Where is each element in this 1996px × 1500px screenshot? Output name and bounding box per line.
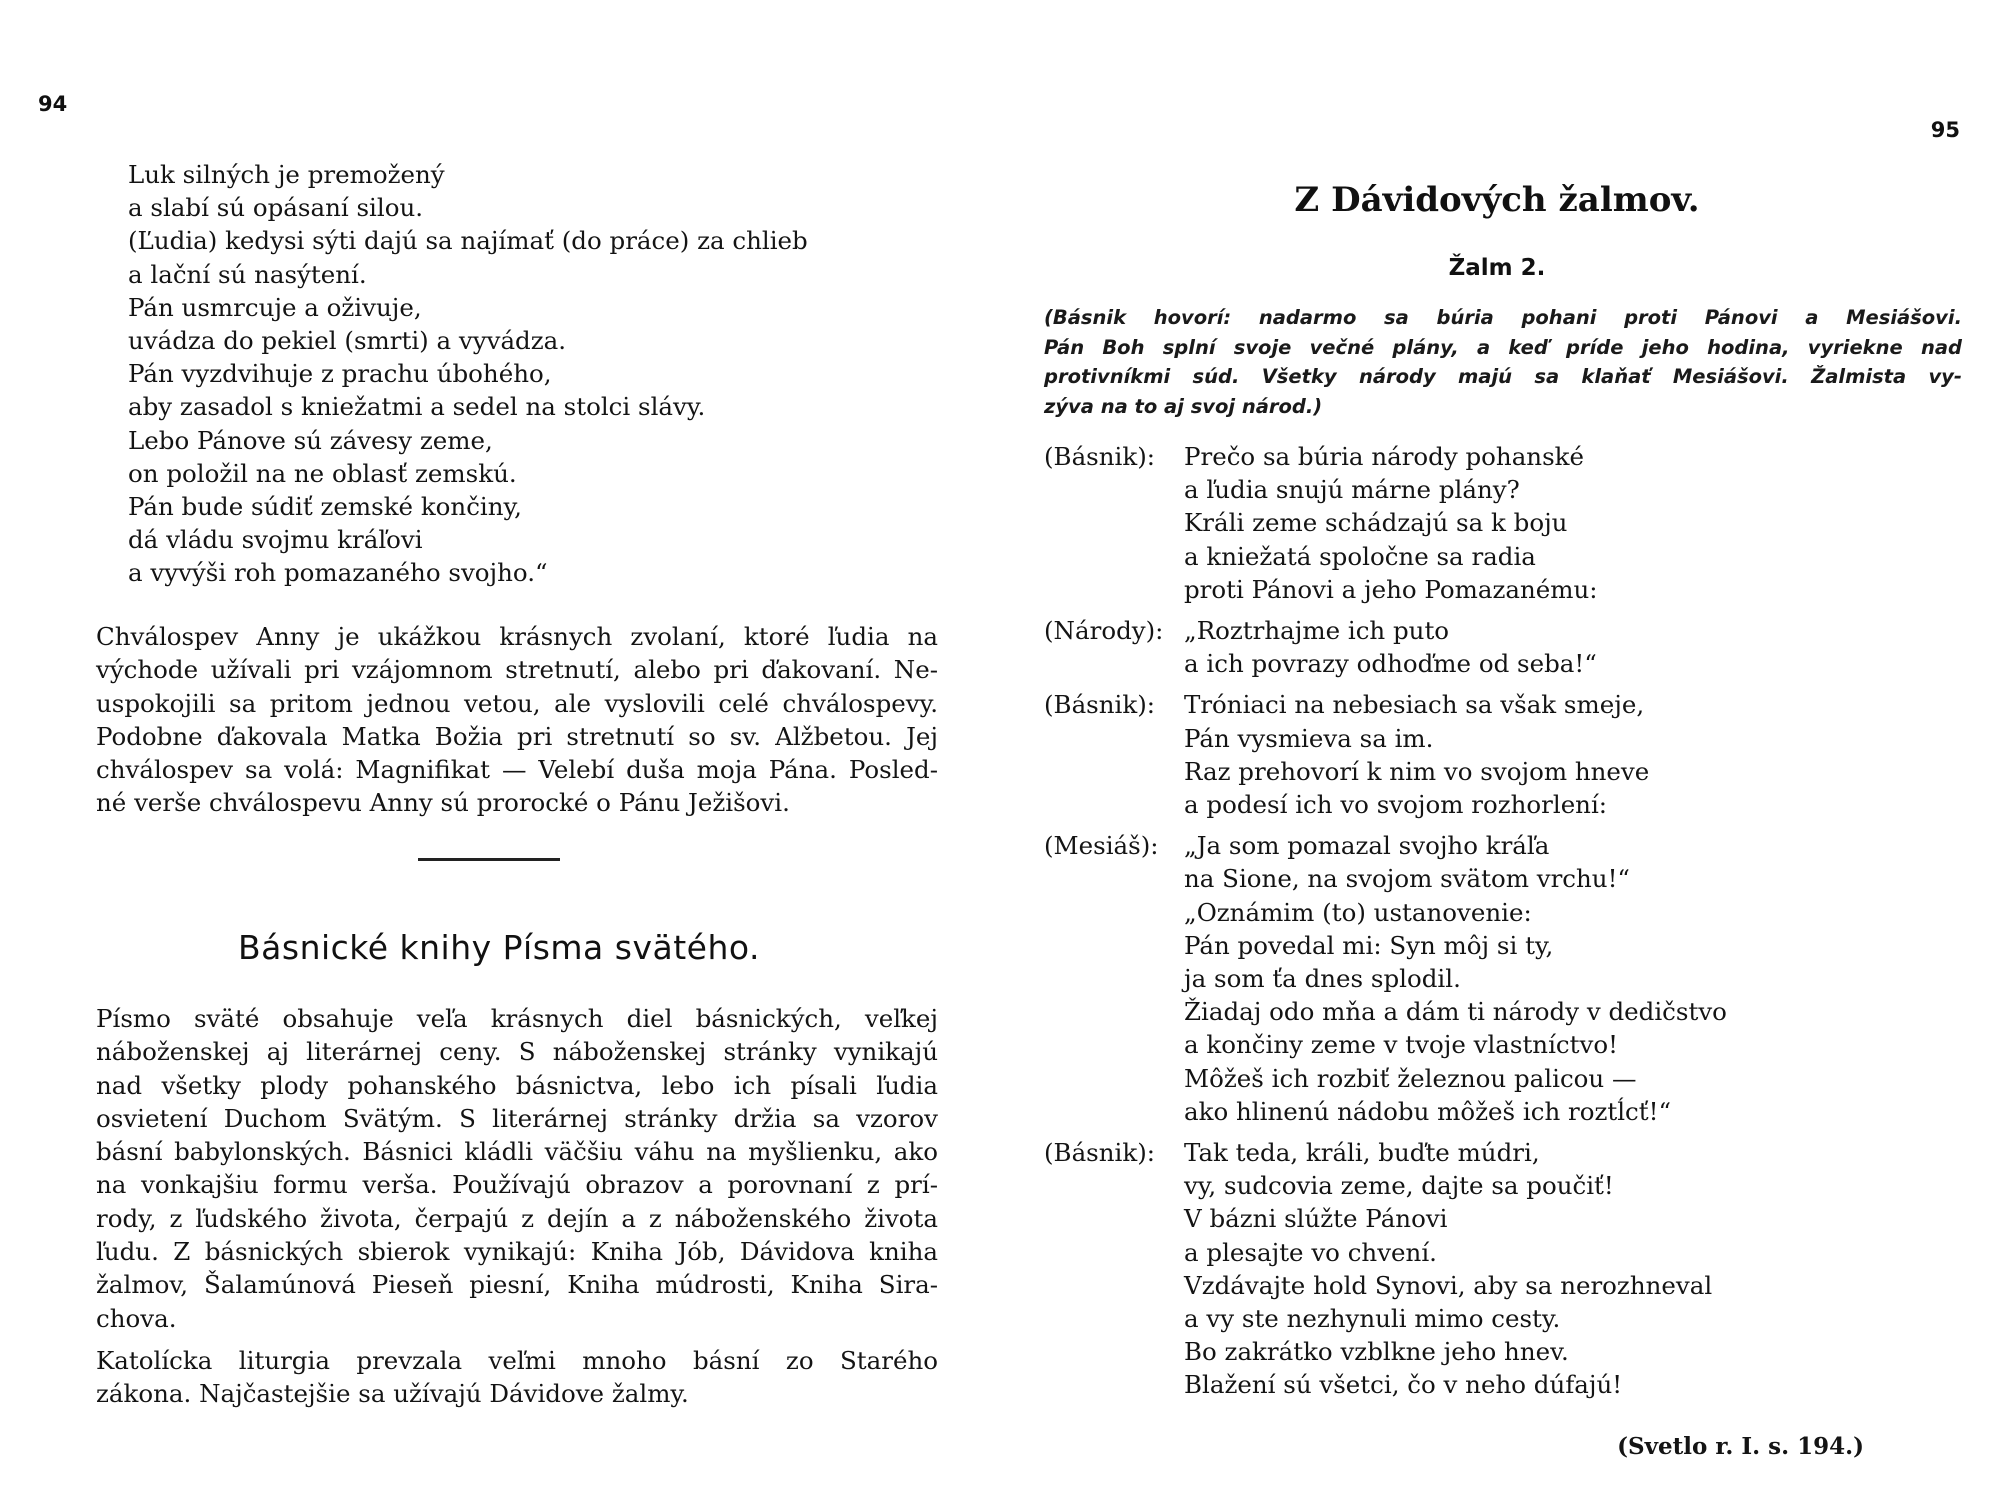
verse-line: ako hlinenú nádobu môžeš ich roztĺcť!“ [1184,1096,1671,1126]
paragraph-line: nad všetky plody pohanského básnictva, lebo ich písali ľudia [96,1070,938,1100]
verse-line: Tróniaci na nebesiach sa však smeje, [1184,690,1645,720]
paragraph-line: náboženskej aj literárnej ceny. S náboženskej stránky vynikajú [96,1037,938,1067]
page-number-right: 95 [1930,118,1960,142]
paragraph-line: básní babylonských. Básnici kládli väčšiu váhu na myšlienku, ako [96,1137,938,1167]
dialogue-block [1044,688,1944,821]
poem-line: on položil na ne oblasť zemskú. [128,458,517,488]
intro-line: (Básnik hovorí: nadarmo sa búria pohani proti Pánovi a Mesiášovi. [1044,306,1962,329]
poem-line: dá vládu svojmu kráľovi [128,525,423,555]
verse-line: Môžeš ich rozbiť železnou palicou — [1184,1063,1637,1093]
paragraph-line: uspokojili sa pritom jednou vetou, ale vyslovili celé chválospevy. [96,688,938,718]
paragraph-liturgy [96,1344,938,1411]
paragraph-anna-hymn [96,620,938,820]
verse-line: a vy ste nezhynuli mimo cesty. [1184,1304,1561,1334]
dialogue-block [1044,829,1944,1128]
verse-group [1184,440,1944,606]
verse-line: a podesí ich vo svojom rozhorlení: [1184,790,1608,820]
poem-line: Pán vyzdvihuje z prachu úbohého, [128,359,552,389]
poem-excerpt [128,158,808,590]
paragraph-line: Chválospev Anny je ukážkou krásnych zvolaní, ktoré ľudia na [96,622,938,651]
paragraph-line: né verše chválospevu Anny sú prorocké o Pánu Ježišovi. [96,788,790,818]
psalms-title: Z Dávidových žalmov. [1294,180,1700,220]
poem-line: a lační sú nasýtení. [128,259,367,289]
verse-line: Blažení sú všetci, čo v neho dúfajú! [1184,1370,1623,1400]
verse-line: „Ja som pomazal svojho kráľa [1184,831,1550,861]
poem-line: aby zasadol s kniežatmi a sedel na stolci slávy. [128,392,706,422]
poem-line: Lebo Pánove sú závesy zeme, [128,425,493,455]
intro-line: protivníkmi súd. Všetky národy majú sa klaňať Mesiášovi. Žalmista vy- [1044,365,1962,389]
speaker-label: (Básnik): [1044,690,1156,720]
paragraph-line: chválospev sa volá: Magnifikat — Velebí duša moja Pána. Posled- [96,755,938,785]
verse-group [1184,829,1944,1128]
intro-line: zýva na to aj svoj národ.) [1044,394,1323,418]
paragraph-line: zákona. Najčastejšie sa užívajú Dávidove žalmy. [96,1379,689,1409]
verse-group [1184,1136,1944,1402]
verse-line: Bo zakrátko vzblkne jeho hnev. [1184,1337,1569,1367]
poem-line: uvádza do pekiel (smrti) a vyvádza. [128,326,567,356]
psalm-subtitle: Žalm 2. [1448,255,1546,281]
verse-line: a ľudia snujú márne plány? [1184,475,1520,505]
poem-line: Pán bude súdiť zemské končiny, [128,492,522,522]
paragraph-line: Katolícka liturgia prevzala veľmi mnoho básní zo Starého [96,1346,938,1375]
paragraph-line: chova. [96,1303,177,1333]
poem-line: Pán usmrcuje a oživuje, [128,292,422,322]
verse-line: a kniežatá spoločne sa radia [1184,541,1536,571]
verse-line: Tak teda, králi, buďte múdri, [1184,1138,1540,1168]
paragraph-line: žalmov, Šalamúnová Pieseň piesní, Kniha múdrosti, Kniha Sira- [96,1270,938,1300]
paragraph-line: ľudu. Z básnických sbierok vynikajú: Kniha Jób, Dávidova kniha [96,1237,938,1267]
verse-line: a ich povrazy odhoďme od seba!“ [1184,649,1597,679]
verse-group [1184,688,1944,821]
dialogue-block [1044,614,1944,680]
paragraph-line: Písmo sväté obsahuje veľa krásnych diel básnických, veľkej [96,1004,938,1033]
verse-line: Vzdávajte hold Synovi, aby sa nerozhneval [1184,1270,1713,1300]
citation: (Svetlo r. I. s. 194.) [1617,1433,1864,1460]
verse-line: Pán vysmieva sa im. [1184,723,1434,753]
speaker-label: (Národy): [1044,616,1164,646]
verse-line: „Oznámim (to) ustanovenie: [1184,897,1532,927]
verse-group [1184,614,1944,680]
psalm-dialogue [1044,440,1944,1410]
poem-line: a vyvýši roh pomazaného svojho.“ [128,558,548,588]
speaker-label: (Básnik): [1044,442,1156,471]
poem-line: (Ľudia) kedysi sýti dajú sa najímať (do práce) za chlieb [128,226,808,256]
poem-line: a slabí sú opásaní silou. [128,193,424,223]
paragraph-line: rody, z ľudského života, čerpajú z dejín a z náboženského života [96,1203,938,1233]
section-divider [418,858,560,861]
dialogue-block [1044,1136,1944,1402]
dialogue-block [1044,440,1944,606]
paragraph-line: na vonkajšiu formu verša. Používajú obrazov a porovnaní z prí- [96,1170,938,1200]
paragraph-line: Podobne ďakovala Matka Božia pri stretnutí so sv. Alžbetou. Jej [96,721,938,751]
speaker-label: (Mesiáš): [1044,831,1159,861]
paragraph-line: východe užívali pri vzájomnom stretnutí, alebo pri ďakovaní. Ne- [96,655,938,685]
verse-line: vy, sudcovia zeme, dajte sa poučiť! [1184,1171,1614,1201]
verse-line: Prečo sa búria národy pohanské [1184,442,1585,471]
paragraph-line: osvietení Duchom Svätým. S literárnej stránky držia sa vzorov [96,1103,938,1133]
verse-line: Králi zeme schádzajú sa k boju [1184,508,1568,538]
poem-line: Luk silných je premožený [128,160,445,189]
verse-line: a plesajte vo chvení. [1184,1237,1437,1267]
verse-line: na Sione, na svojom svätom vrchu!“ [1184,864,1630,894]
verse-line: proti Pánovi a jeho Pomazanému: [1184,574,1598,604]
page-number-left: 94 [38,92,68,116]
verse-line: Raz prehovorí k nim vo svojom hneve [1184,756,1650,786]
verse-line: Žiadaj odo mňa a dám ti národy v dedičstvo [1184,997,1727,1027]
verse-line: ja som ťa dnes splodil. [1184,964,1461,994]
verse-line: a končiny zeme v tvoje vlastníctvo! [1184,1030,1618,1060]
verse-line: Pán povedal mi: Syn môj si ty, [1184,930,1554,960]
paragraph-poetic-books [96,1002,938,1335]
speaker-label: (Básnik): [1044,1138,1156,1168]
section-title: Básnické knihy Písma svätého. [238,928,760,967]
psalm-intro [1044,303,1962,421]
intro-line: Pán Boh splní svoje večné plány, a keď príde jeho hodina, vyrieknе nad [1044,335,1962,359]
right-page [998,0,1996,1500]
verse-line: „Roztrhajme ich puto [1184,616,1450,646]
verse-line: V bázni slúžte Pánovi [1184,1204,1448,1234]
